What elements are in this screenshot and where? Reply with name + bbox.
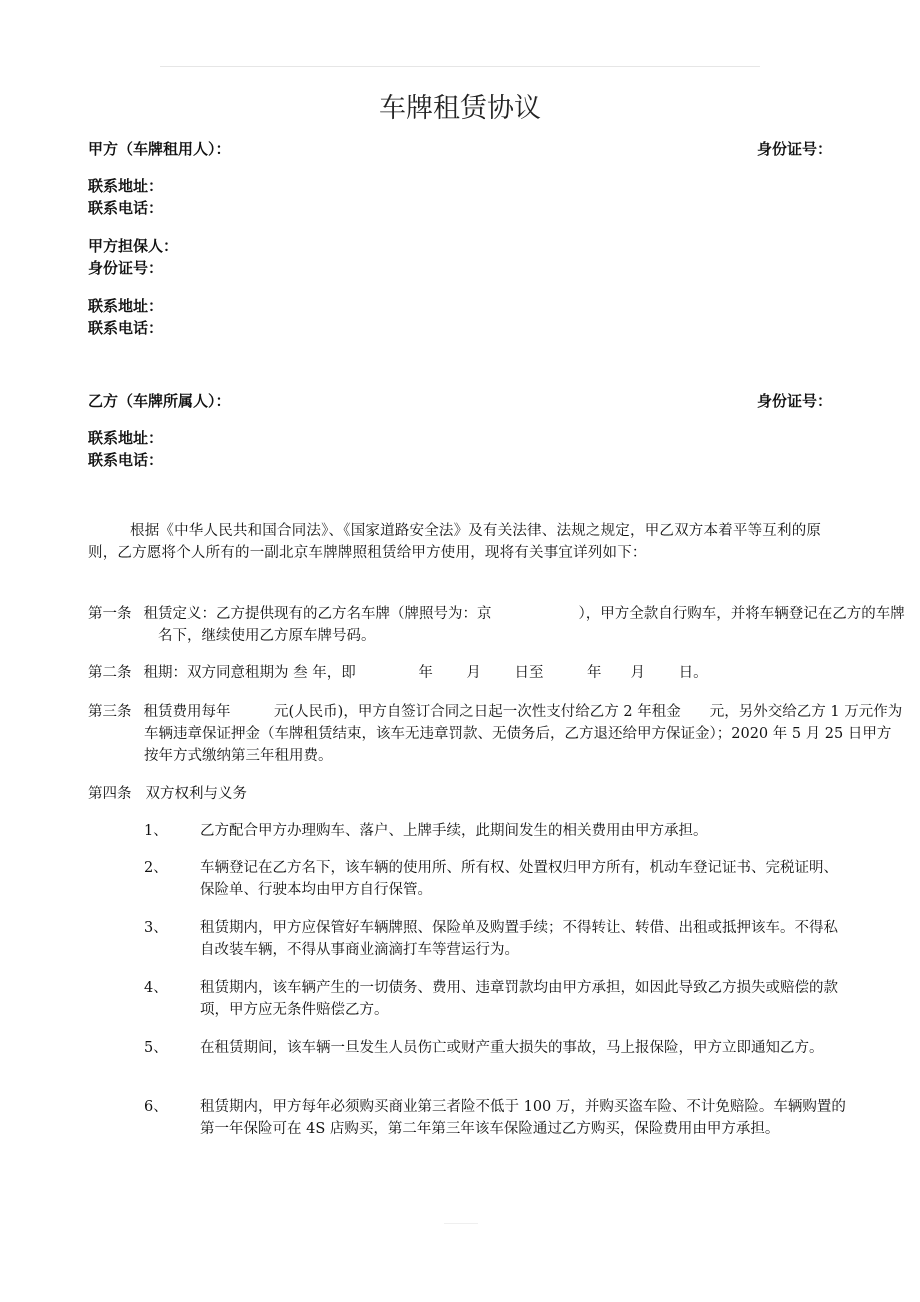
obligation-item (144, 820, 848, 842)
obligation-text: 租赁期内，该车辆产生的一切债务、费用、违章罚款均由甲方承担，如因此导致乙方损失或赔偿的款项，甲方应无条件赔偿乙方。 (200, 980, 838, 1018)
party-a-label: 甲方（车牌租用人）： (88, 140, 231, 158)
party-a-address-label: 联系地址： (88, 177, 164, 195)
party-b-id-label: 身份证号： (756, 392, 832, 410)
party-b-address-label: 联系地址： (88, 429, 164, 447)
article-4 (88, 783, 848, 805)
obligation-item (144, 1096, 848, 1140)
obligation-number: 3、 (144, 920, 168, 936)
article-text: 双方权利与义务 (145, 786, 247, 802)
obligation-item (144, 857, 848, 901)
obligation-text: 租赁期内，甲方应保管好车辆牌照、保险单及购置手续；不得转让、转借、出租或抵押该车。不得私自改装车辆，不得从事商业滴滴打车等营运行为。 (200, 920, 838, 958)
party-b-phone-label: 联系电话： (88, 451, 164, 469)
document-title: 车牌租赁协议 (379, 93, 541, 124)
intro-paragraph: 根据《中华人民共和国合同法》、《国家道路安全法》及有关法律、法规之规定，甲乙双方本着平等互利的原则，乙方愿将个人所有的一副北京车牌牌照租赁给甲方使用，现将有关事宜详列如下： (88, 523, 822, 561)
article-number: 第三条 (88, 704, 132, 720)
party-a-line (88, 138, 832, 160)
obligation-text: 车辆登记在乙方名下，该车辆的使用所、所有权、处置权归甲方所有，机动车登记证书、完税证明、保险单、行驶本均由甲方自行保管。 (200, 860, 838, 898)
obligation-item (144, 977, 848, 1021)
article-number: 第二条 (88, 665, 132, 681)
article-2 (88, 662, 848, 684)
obligation-number: 2、 (144, 860, 168, 876)
article-1 (88, 603, 918, 647)
guarantor-label: 甲方担保人： (88, 237, 179, 255)
obligation-number: 4、 (144, 980, 168, 996)
obligation-number: 6、 (144, 1099, 168, 1115)
obligation-text: 租赁期内，甲方每年必须购买商业第三者险不低于 100 万，并购买盗车险、不计免赔险。车辆购置的第一年保险可在 4S 店购买，第二年第三年该车保险通过乙方购买，保险费用由甲方承担。 (200, 1099, 846, 1137)
article-text: 租赁费用每年 元(人民币)，甲方自签订合同之日起一次性支付给乙方 2 年租金 元，另外交给乙方 1 万元作为车辆违章保证押金（车牌租赁结束，该车无违章罚款、无债务后，乙方退还给甲方保证金）；2020 年 5 月 25 日甲方 按年方式缴纳第三年租用费。 (143, 704, 903, 764)
guarantor-id-label: 身份证号： (88, 259, 164, 277)
obligation-item (144, 1037, 848, 1059)
party-a-phone-label: 联系电话： (88, 199, 164, 217)
obligation-text: 在租赁期间，该车辆一旦发生人员伤亡或财产重大损失的事故，马上报保险，甲方立即通知乙方。 (200, 1040, 824, 1056)
article-3 (88, 701, 904, 767)
article-text: 租期：双方同意租期为 叁 年，即 年 月 日至 年 月 日。 (143, 665, 708, 681)
footer-rule (444, 1223, 478, 1224)
party-b-label: 乙方（车牌所属人）： (88, 392, 231, 410)
article-number: 第一条 (88, 606, 132, 622)
article-text: 租赁定义：乙方提供现有的乙方名车牌（牌照号为：京 ），甲方全款自行购车，并将车辆登记在乙方的车牌名下，继续使用乙方原车牌号码。 (143, 606, 905, 644)
party-b-line (88, 390, 832, 412)
guarantor-phone-label: 联系电话： (88, 319, 164, 337)
obligation-item (144, 917, 848, 961)
guarantor-address-label: 联系地址： (88, 297, 164, 315)
obligation-number: 5、 (144, 1040, 168, 1056)
obligation-text: 乙方配合甲方办理购车、落户、上牌手续，此期间发生的相关费用由甲方承担。 (200, 823, 708, 839)
obligation-number: 1、 (144, 823, 168, 839)
header-rule (160, 66, 760, 67)
article-number: 第四条 (88, 786, 132, 802)
party-a-id-label: 身份证号： (756, 140, 832, 158)
